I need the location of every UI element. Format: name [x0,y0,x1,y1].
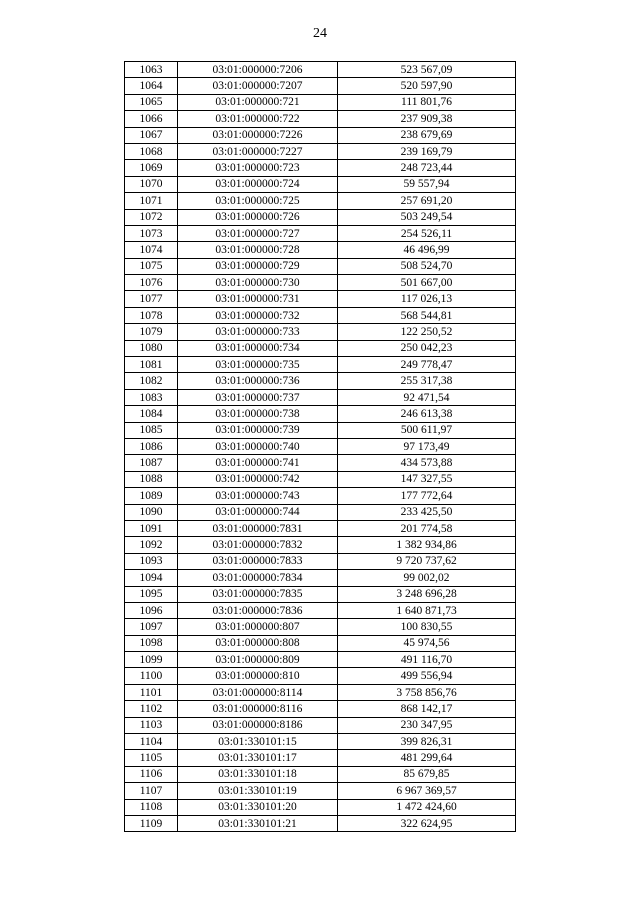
row-number-cell: 1067 [125,127,178,143]
cadastral-number-cell: 03:01:330101:20 [178,799,338,815]
table-row [125,258,516,274]
row-number-cell: 1072 [125,209,178,225]
row-number-cell: 1093 [125,553,178,569]
cadastral-number-cell: 03:01:000000:735 [178,357,338,373]
row-number-cell: 1089 [125,488,178,504]
row-number-cell: 1064 [125,78,178,94]
row-number-cell: 1079 [125,324,178,340]
value-cell: 523 567,09 [338,62,516,78]
cadastral-number-cell: 03:01:000000:733 [178,324,338,340]
table-row [125,127,516,143]
value-cell: 3 248 696,28 [338,586,516,602]
table-row [125,602,516,618]
row-number-cell: 1083 [125,389,178,405]
row-number-cell: 1102 [125,701,178,717]
page-number: 24 [313,26,327,41]
table-row [125,389,516,405]
value-cell: 399 826,31 [338,734,516,750]
value-cell: 9 720 737,62 [338,553,516,569]
table-row [125,143,516,159]
table-row [125,291,516,307]
row-number-cell: 1091 [125,520,178,536]
row-number-cell: 1074 [125,242,178,258]
value-cell: 46 496,99 [338,242,516,258]
cadastral-number-cell: 03:01:000000:731 [178,291,338,307]
cadastral-number-cell: 03:01:330101:19 [178,783,338,799]
row-number-cell: 1069 [125,160,178,176]
value-cell: 508 524,70 [338,258,516,274]
row-number-cell: 1068 [125,143,178,159]
cadastral-number-cell: 03:01:330101:15 [178,734,338,750]
value-cell: 1 472 424,60 [338,799,516,815]
cadastral-number-cell: 03:01:000000:734 [178,340,338,356]
row-number-cell: 1084 [125,406,178,422]
table-row [125,668,516,684]
row-number-cell: 1108 [125,799,178,815]
cadastral-number-cell: 03:01:000000:742 [178,471,338,487]
row-number-cell: 1066 [125,111,178,127]
table-row [125,111,516,127]
table-row [125,701,516,717]
cadastral-number-cell: 03:01:000000:741 [178,455,338,471]
table-row [125,815,516,831]
cadastral-number-cell: 03:01:330101:18 [178,766,338,782]
row-number-cell: 1073 [125,225,178,241]
table-row [125,78,516,94]
cadastral-number-cell: 03:01:000000:724 [178,176,338,192]
row-number-cell: 1100 [125,668,178,684]
row-number-cell: 1077 [125,291,178,307]
row-number-cell: 1082 [125,373,178,389]
value-cell: 99 002,02 [338,570,516,586]
value-cell: 491 116,70 [338,652,516,668]
registry-table-body [125,62,516,832]
table-row [125,373,516,389]
row-number-cell: 1090 [125,504,178,520]
row-number-cell: 1085 [125,422,178,438]
cadastral-number-cell: 03:01:000000:730 [178,275,338,291]
table-row [125,94,516,110]
row-number-cell: 1086 [125,438,178,454]
table-row [125,455,516,471]
cadastral-number-cell: 03:01:330101:21 [178,815,338,831]
cadastral-number-cell: 03:01:000000:721 [178,94,338,110]
row-number-cell: 1107 [125,783,178,799]
cadastral-number-cell: 03:01:000000:7206 [178,62,338,78]
value-cell: 322 624,95 [338,815,516,831]
table-row [125,504,516,520]
table-row [125,438,516,454]
value-cell: 6 967 369,57 [338,783,516,799]
table-row [125,570,516,586]
value-cell: 246 613,38 [338,406,516,422]
value-cell: 481 299,64 [338,750,516,766]
row-number-cell: 1094 [125,570,178,586]
row-number-cell: 1071 [125,193,178,209]
cadastral-number-cell: 03:01:000000:7834 [178,570,338,586]
row-number-cell: 1095 [125,586,178,602]
value-cell: 503 249,54 [338,209,516,225]
value-cell: 233 425,50 [338,504,516,520]
cadastral-number-cell: 03:01:000000:7227 [178,143,338,159]
row-number-cell: 1075 [125,258,178,274]
table-row [125,471,516,487]
table-row [125,275,516,291]
row-number-cell: 1087 [125,455,178,471]
cadastral-number-cell: 03:01:000000:7836 [178,602,338,618]
value-cell: 257 691,20 [338,193,516,209]
table-row [125,340,516,356]
cadastral-number-cell: 03:01:000000:732 [178,307,338,323]
value-cell: 254 526,11 [338,225,516,241]
row-number-cell: 1099 [125,652,178,668]
value-cell: 45 974,56 [338,635,516,651]
value-cell: 92 471,54 [338,389,516,405]
cadastral-number-cell: 03:01:000000:7226 [178,127,338,143]
value-cell: 1 382 934,86 [338,537,516,553]
cadastral-number-cell: 03:01:000000:808 [178,635,338,651]
cadastral-number-cell: 03:01:000000:807 [178,619,338,635]
value-cell: 255 317,38 [338,373,516,389]
table-row [125,160,516,176]
table-row [125,635,516,651]
cadastral-number-cell: 03:01:330101:17 [178,750,338,766]
value-cell: 500 611,97 [338,422,516,438]
cadastral-number-cell: 03:01:000000:8186 [178,717,338,733]
cadastral-number-cell: 03:01:000000:739 [178,422,338,438]
cadastral-number-cell: 03:01:000000:729 [178,258,338,274]
row-number-cell: 1063 [125,62,178,78]
value-cell: 520 597,90 [338,78,516,94]
value-cell: 868 142,17 [338,701,516,717]
cadastral-number-cell: 03:01:000000:723 [178,160,338,176]
table-row [125,520,516,536]
cadastral-number-cell: 03:01:000000:7831 [178,520,338,536]
table-row [125,619,516,635]
value-cell: 501 667,00 [338,275,516,291]
cadastral-number-cell: 03:01:000000:744 [178,504,338,520]
value-cell: 100 830,55 [338,619,516,635]
table-row [125,225,516,241]
value-cell: 248 723,44 [338,160,516,176]
row-number-cell: 1105 [125,750,178,766]
cadastral-number-cell: 03:01:000000:8114 [178,684,338,700]
cadastral-number-cell: 03:01:000000:8116 [178,701,338,717]
table-row [125,652,516,668]
cadastral-number-cell: 03:01:000000:7207 [178,78,338,94]
table-row [125,717,516,733]
table-row [125,537,516,553]
value-cell: 237 909,38 [338,111,516,127]
table-row [125,734,516,750]
cadastral-number-cell: 03:01:000000:737 [178,389,338,405]
value-cell: 59 557,94 [338,176,516,192]
row-number-cell: 1097 [125,619,178,635]
cadastral-number-cell: 03:01:000000:725 [178,193,338,209]
table-row [125,307,516,323]
table-row [125,488,516,504]
value-cell: 147 327,55 [338,471,516,487]
row-number-cell: 1092 [125,537,178,553]
value-cell: 1 640 871,73 [338,602,516,618]
value-cell: 117 026,13 [338,291,516,307]
table-row [125,783,516,799]
value-cell: 3 758 856,76 [338,684,516,700]
row-number-cell: 1088 [125,471,178,487]
table-row [125,553,516,569]
value-cell: 239 169,79 [338,143,516,159]
value-cell: 499 556,94 [338,668,516,684]
table-row [125,62,516,78]
table-row [125,766,516,782]
table-row [125,799,516,815]
cadastral-number-cell: 03:01:000000:809 [178,652,338,668]
row-number-cell: 1065 [125,94,178,110]
row-number-cell: 1081 [125,357,178,373]
cadastral-number-cell: 03:01:000000:7833 [178,553,338,569]
row-number-cell: 1098 [125,635,178,651]
table-row [125,357,516,373]
cadastral-number-cell: 03:01:000000:810 [178,668,338,684]
value-cell: 201 774,58 [338,520,516,536]
row-number-cell: 1104 [125,734,178,750]
cadastral-number-cell: 03:01:000000:727 [178,225,338,241]
value-cell: 238 679,69 [338,127,516,143]
table-row [125,176,516,192]
value-cell: 97 173,49 [338,438,516,454]
cadastral-number-cell: 03:01:000000:7832 [178,537,338,553]
row-number-cell: 1109 [125,815,178,831]
value-cell: 122 250,52 [338,324,516,340]
table-row [125,684,516,700]
table-row [125,422,516,438]
value-cell: 111 801,76 [338,94,516,110]
table-row [125,406,516,422]
value-cell: 568 544,81 [338,307,516,323]
table-row [125,324,516,340]
registry-table [124,61,516,832]
row-number-cell: 1101 [125,684,178,700]
row-number-cell: 1080 [125,340,178,356]
row-number-cell: 1106 [125,766,178,782]
table-row [125,586,516,602]
cadastral-number-cell: 03:01:000000:738 [178,406,338,422]
row-number-cell: 1103 [125,717,178,733]
table-row [125,242,516,258]
table-row [125,193,516,209]
cadastral-number-cell: 03:01:000000:743 [178,488,338,504]
value-cell: 230 347,95 [338,717,516,733]
table-row [125,750,516,766]
cadastral-number-cell: 03:01:000000:740 [178,438,338,454]
table-row [125,209,516,225]
value-cell: 85 679,85 [338,766,516,782]
value-cell: 434 573,88 [338,455,516,471]
row-number-cell: 1078 [125,307,178,323]
cadastral-number-cell: 03:01:000000:726 [178,209,338,225]
row-number-cell: 1076 [125,275,178,291]
value-cell: 250 042,23 [338,340,516,356]
row-number-cell: 1070 [125,176,178,192]
value-cell: 249 778,47 [338,357,516,373]
cadastral-number-cell: 03:01:000000:728 [178,242,338,258]
cadastral-number-cell: 03:01:000000:736 [178,373,338,389]
cadastral-number-cell: 03:01:000000:7835 [178,586,338,602]
cadastral-number-cell: 03:01:000000:722 [178,111,338,127]
value-cell: 177 772,64 [338,488,516,504]
row-number-cell: 1096 [125,602,178,618]
